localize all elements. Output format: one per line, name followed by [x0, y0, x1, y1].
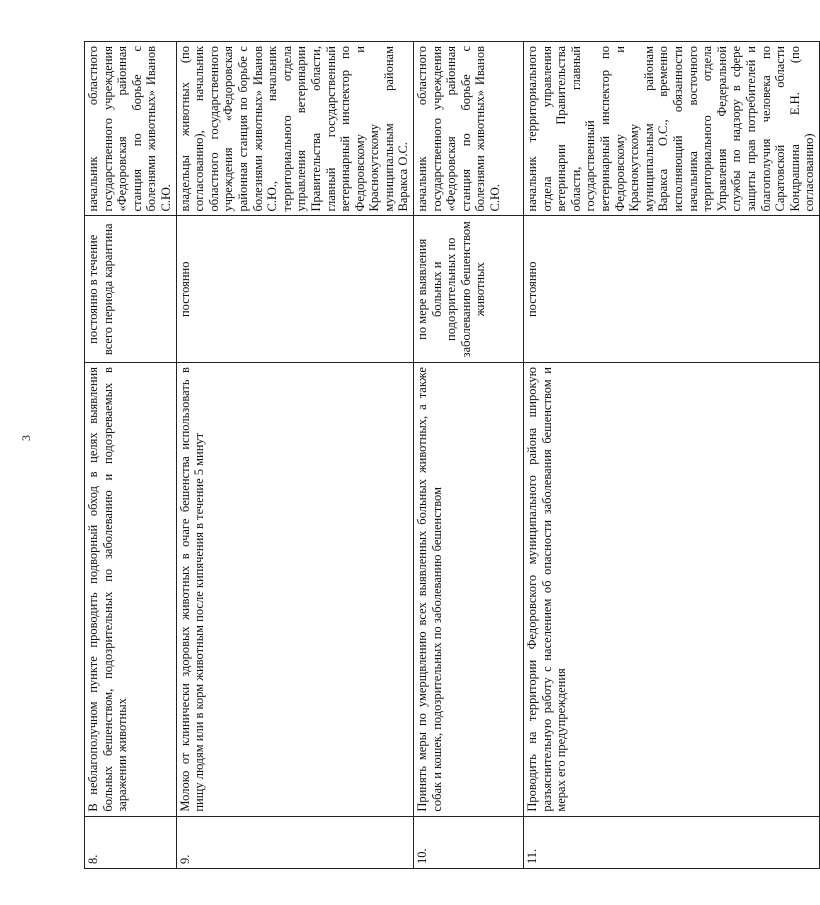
row-number: 11.	[524, 816, 820, 868]
row-action: Проводить на территории Федоровского муниципального района широкую разъяснительную работу с населением об опасности заболевания бешенством и мерах его предупреждения	[524, 363, 820, 817]
row-action: Принять меры по умерщвлению всех выявленных больных животных, а также собак и кошек, подозрительных по заболеванию бешенством	[414, 363, 524, 817]
row-number: 10.	[414, 816, 524, 868]
table-row	[524, 42, 820, 869]
row-number: 8.	[85, 816, 177, 868]
table-row	[176, 42, 414, 869]
row-number: 9.	[176, 816, 414, 868]
row-action: Молоко от клинически здоровых животных в очаге бешенства использовать в пищу людям или в корм животным после кипячения в течение 5 минут	[176, 363, 414, 817]
row-term: постоянно	[524, 216, 820, 363]
row-responsible: начальник территориального отдела управления ветеринарии Правительства области, главный государственный ветеринарный инспектор по Федоровскому и Краснокутскому муниципальным районам Варакса О.С., временно исполняющий обязанности начальника восточного территориального отдела Управления Федеральной службы по надзору в сфере защиты прав потребителей и благополучия человека по Саратовской области Кондрашина Е.Н. (по согласованию)	[524, 42, 820, 217]
row-responsible: владельцы животных (по согласованию), начальник областного государственного учреждения «Федоровская районная станция по борьбе с болезнями животных» Иванов С.Ю., начальник территориального отдела управления ветеринарии Правительства области, главный государственный ветеринарный инспектор по Федоровскому и Краснокутскому муниципальным районам Варакса О.С.	[176, 42, 414, 217]
row-responsible: начальник областного государственного учреждения «Федоровская районная станция по борьбе с болезнями животных» Иванов С.Ю.	[414, 42, 524, 217]
rotated-page-content	[84, 41, 817, 869]
table-row	[85, 42, 177, 869]
row-responsible: начальник областного государственного учреждения «Федоровская районная станция по борьбе с болезнями животных» Иванов С.Ю.	[85, 42, 177, 217]
table-row	[414, 42, 524, 869]
row-term: постоянно	[176, 216, 414, 363]
row-action: В неблагополучном пункте проводить подворный обход в целях выявления больных бешенством, подозрительных по заболеванию и подозреваемых в заражении животных	[85, 363, 177, 817]
row-term: по мере выявления больных и подозрительных по заболеванию бешенством животных	[414, 216, 524, 363]
page-number: 3	[19, 435, 33, 441]
row-term: постоянно в течение всего периода карантина	[85, 216, 177, 363]
measures-table	[84, 41, 820, 869]
